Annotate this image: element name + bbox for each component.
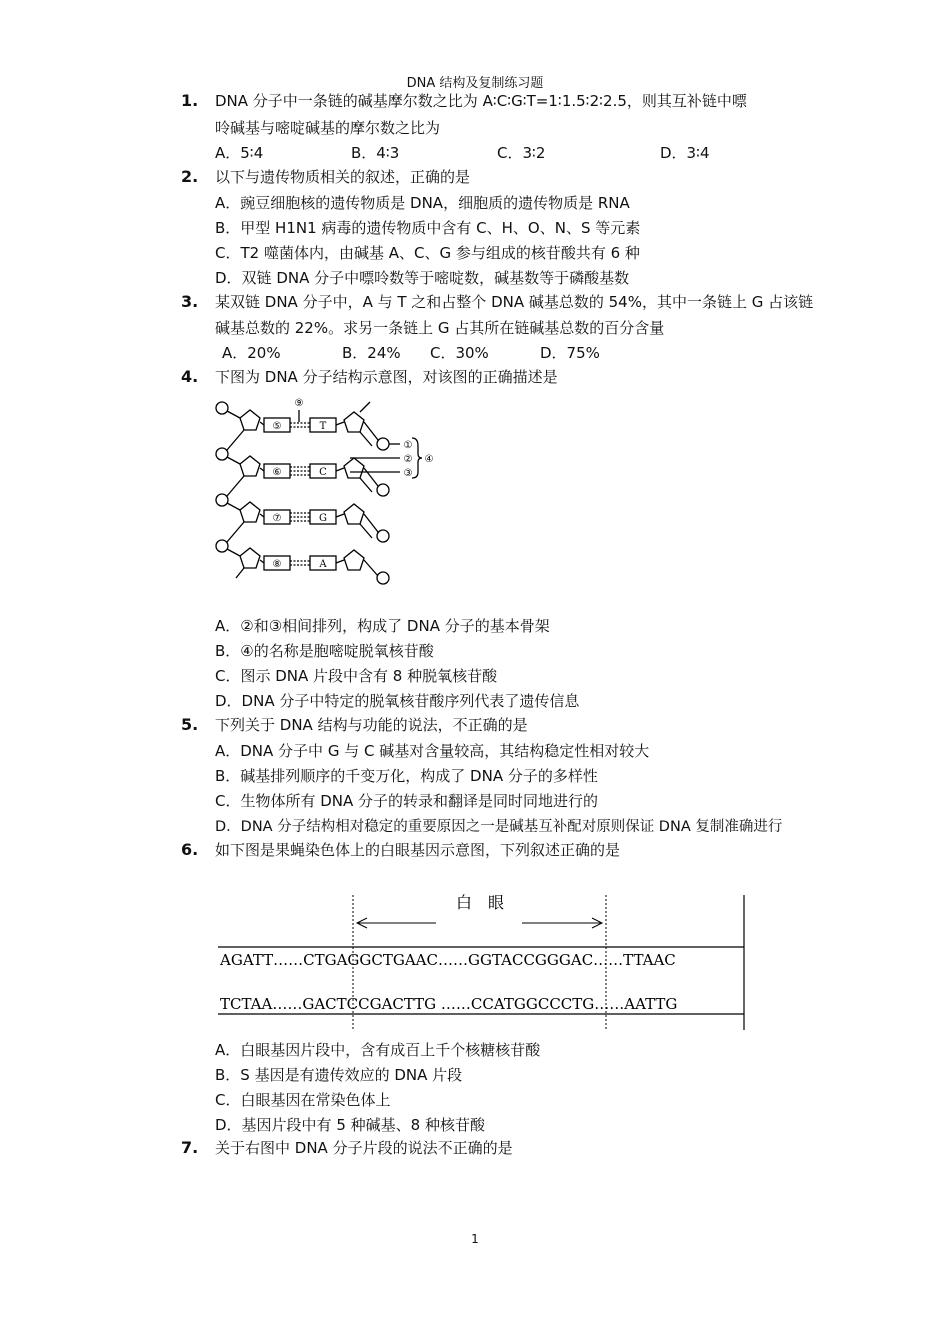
question-5-option-a: A．DNA 分子中 G 与 C 碱基对含量较高，其结构稳定性相对较大: [215, 742, 650, 760]
question-6-option-a: A．白眼基因片段中，含有成百上千个核糖核苷酸: [215, 1041, 541, 1059]
question-3-option-c: C．30%: [430, 344, 489, 362]
question-6-option-d: D．基因片段中有 5 种碱基、8 种核苷酸: [215, 1116, 485, 1134]
question-2-stem: 以下与遗传物质相关的叙述，正确的是: [215, 168, 471, 186]
question-3-option-d: D．75%: [540, 344, 600, 362]
page-header: DNA 结构及复制练习题: [406, 76, 544, 91]
question-3-option-a: A．20%: [222, 344, 281, 362]
label-6: ⑥: [272, 467, 282, 478]
label-9: ⑨: [294, 398, 304, 409]
question-6-number: 6.: [181, 840, 199, 859]
question-5-number: 5.: [181, 715, 199, 734]
question-4-option-c: C．图示 DNA 片段中含有 8 种脱氧核苷酸: [215, 667, 498, 685]
label-3: ③: [403, 468, 413, 479]
label-1: ①: [403, 440, 413, 451]
base-c: C: [319, 467, 327, 478]
question-3-stem-line1: 某双链 DNA 分子中，A 与 T 之和占整个 DNA 碱基总数的 54%，其中一条链上 G 占该链: [215, 293, 814, 311]
question-1-option-a: A．5∶4: [215, 144, 264, 162]
question-2-option-b: B．甲型 H1N1 病毒的遗传物质中含有 C、H、O、N、S 等元素: [215, 219, 641, 237]
question-2-option-d: D．双链 DNA 分子中嘌呤数等于嘧啶数，碱基数等于磷酸基数: [215, 269, 630, 287]
base-t: T: [319, 421, 327, 432]
base-g: G: [319, 513, 327, 524]
question-2-option-a: A．豌豆细胞核的遗传物质是 DNA，细胞质的遗传物质是 RNA: [215, 194, 630, 212]
bottom-strand-sequence: TCTAA……GACTCCGACTTG ……CCATGGCCCTG……AATTG: [220, 995, 678, 1013]
question-4-number: 4.: [181, 367, 199, 386]
question-1-stem-line2: 呤碱基与嘧啶碱基的摩尔数之比为: [215, 119, 441, 137]
gene-label: 白 眼: [455, 893, 505, 912]
label-5: ⑤: [272, 421, 282, 432]
base-a: A: [319, 559, 327, 570]
question-2-option-c: C．T2 噬菌体内，由碱基 A、C、G 参与组成的核苷酸共有 6 种: [215, 244, 640, 262]
label-4: ④: [424, 454, 434, 465]
question-7-stem: 关于右图中 DNA 分子片段的说法不正确的是: [215, 1139, 513, 1157]
question-1-option-d: D．3∶4: [660, 144, 710, 162]
question-7-number: 7.: [181, 1138, 199, 1157]
question-1-option-c: C．3∶2: [497, 144, 546, 162]
question-5-stem: 下列关于 DNA 结构与功能的说法，不正确的是: [215, 716, 528, 734]
question-4-option-b: B．④的名称是胞嘧啶脱氧核苷酸: [215, 642, 434, 660]
label-7: ⑦: [272, 513, 282, 524]
label-8: ⑧: [272, 559, 282, 570]
question-4-option-d: D．DNA 分子中特定的脱氧核苷酸序列代表了遗传信息: [215, 692, 580, 710]
page-number: 1: [471, 1232, 479, 1246]
question-1-option-b: B．4∶3: [351, 144, 400, 162]
question-4-option-a: A．②和③相间排列，构成了 DNA 分子的基本骨架: [215, 617, 550, 635]
question-2-number: 2.: [181, 167, 199, 186]
question-1-number: 1.: [181, 91, 199, 110]
question-3-option-b: B．24%: [342, 344, 401, 362]
question-5-option-d: D．DNA 分子结构相对稳定的重要原因之一是碱基互补配对原则保证 DNA 复制准确进行: [215, 819, 783, 835]
question-3-number: 3.: [181, 292, 199, 311]
question-4-stem: 下图为 DNA 分子结构示意图，对该图的正确描述是: [215, 368, 558, 386]
question-5-option-c: C．生物体所有 DNA 分子的转录和翻译是同时同地进行的: [215, 792, 599, 810]
question-3-stem-line2: 碱基总数的 22%。求另一条链上 G 占其所在链碱基总数的百分含量: [215, 319, 665, 337]
dna-structure-diagram: [200, 392, 440, 592]
question-6-option-c: C．白眼基因在常染色体上: [215, 1091, 391, 1109]
question-5-option-b: B．碱基排列顺序的千变万化，构成了 DNA 分子的多样性: [215, 767, 598, 785]
label-2: ②: [403, 454, 413, 465]
white-eye-gene-diagram: [210, 890, 790, 1035]
question-6-option-b: B．S 基因是有遗传效应的 DNA 片段: [215, 1066, 463, 1084]
top-strand-sequence: AGATT……CTGAGGCTGAAC……GGTACCGGGAC……TTAAC: [220, 951, 676, 969]
question-6-stem: 如下图是果蝇染色体上的白眼基因示意图，下列叙述正确的是: [215, 841, 621, 859]
question-1-stem-line1: DNA 分子中一条链的碱基摩尔数之比为 A∶C∶G∶T=1∶1.5∶2∶2.5，则其互补链中嘌: [215, 92, 747, 110]
